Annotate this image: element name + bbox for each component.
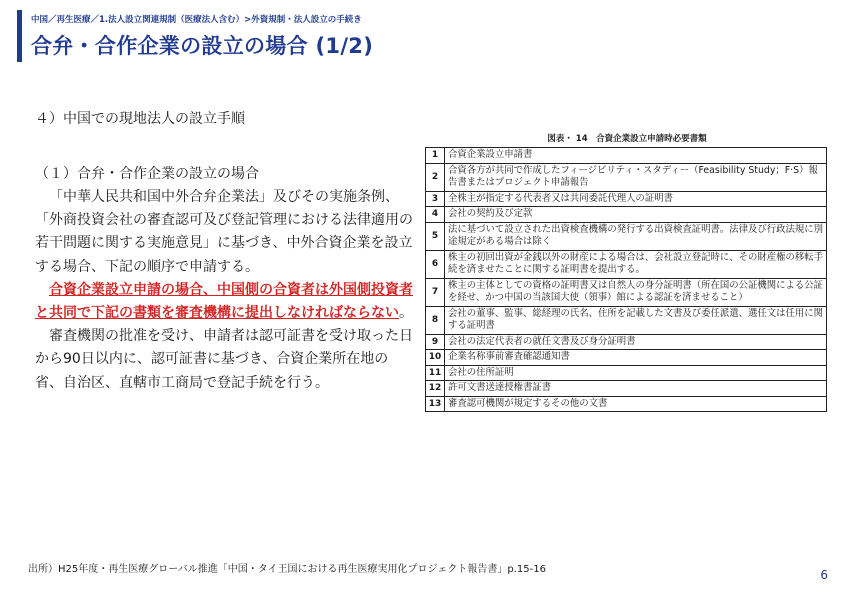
row-number: 7 bbox=[426, 278, 445, 306]
row-number: 2 bbox=[426, 163, 445, 191]
row-document: 会社の契約及び定款 bbox=[445, 207, 827, 223]
row-document: 会社の董事、監事、総経理の氏名、住所を記載した文書及び委任派遣、選任文は任用に関する証明書 bbox=[445, 306, 827, 334]
subsection-heading: （１）合弁・合作企業の設立の場合 bbox=[35, 166, 259, 182]
row-document: 許可文書送達授権書証書 bbox=[445, 381, 827, 397]
row-document: 合資企業設立申請書 bbox=[445, 148, 827, 164]
table-row bbox=[426, 350, 827, 366]
table-row bbox=[426, 381, 827, 397]
accent-bar bbox=[17, 10, 22, 62]
body-text bbox=[35, 108, 415, 395]
paragraph-registration bbox=[35, 325, 415, 395]
emphasis-requirement: 合資企業設立申請の場合、中国側の合資者は外国側投資者と共同で下記の書類を審査機構に提出しなければならない bbox=[35, 281, 413, 322]
paragraph-requirement bbox=[35, 279, 415, 325]
row-number: 8 bbox=[426, 306, 445, 334]
row-document: 合資各方が共同で作成したフィージビリティ・スタディー（Feasibility Study；F·S）報告書またはプロジェクト申請報告 bbox=[445, 163, 827, 191]
table-caption: 図表・ 14 合資企業設立申請時必要書類 bbox=[547, 134, 707, 144]
source-note: 出所）H25年度・再生医療グローバル推進「中国・タイ王国における再生医療実用化プロジェクト報告書」p.15-16 bbox=[28, 564, 546, 575]
row-document: 株主の初回出資が金銭以外の財産による場合は、会社設立登記時に、その財産権の移転手続を済ませたことに関する証明書を提出する。 bbox=[445, 250, 827, 278]
table-row bbox=[426, 222, 827, 250]
table-row bbox=[426, 191, 827, 207]
table-row bbox=[426, 207, 827, 223]
row-number: 1 bbox=[426, 148, 445, 164]
required-documents-table-body bbox=[426, 148, 827, 412]
row-number: 9 bbox=[426, 334, 445, 350]
table-row bbox=[426, 365, 827, 381]
row-document: 会社の法定代表者の就任文書及び身分証明書 bbox=[445, 334, 827, 350]
page-title: 合弁・合作企業の設立の場合 (1/2) bbox=[31, 34, 374, 58]
table-row bbox=[426, 334, 827, 350]
table-row bbox=[426, 148, 827, 164]
row-number: 10 bbox=[426, 350, 445, 366]
paragraph-registration-text: 審査機関の批准を受け、申請者は認可証書を受け取った日から90日以内に、認可証書に基づき、合資企業所在地の省、自治区、直轄市工商局で登記手続を行う。 bbox=[35, 328, 413, 391]
breadcrumb: 中国／再生医療／1.法人設立関連規制（医療法人含む）>外資規制・法人設立の手続き bbox=[31, 15, 362, 25]
table-row bbox=[426, 163, 827, 191]
row-document: 株主の主体としての資格の証明書又は自然人の身分証明書（所在国の公証機関による公証を経せ、かつ中国の当該国大使（領事）館による認証を済ませること） bbox=[445, 278, 827, 306]
row-document: 会社の住所証明 bbox=[445, 365, 827, 381]
row-document: 審査認可機関が規定するその他の文書 bbox=[445, 396, 827, 412]
row-number: 11 bbox=[426, 365, 445, 381]
row-document: 法に基づいて設立された出資検査機構の発行する出資検査証明書。法律及び行政法規に別途規定がある場合は除く bbox=[445, 222, 827, 250]
page-number: 6 bbox=[820, 568, 828, 582]
table-row bbox=[426, 396, 827, 412]
paragraph-legal-basis bbox=[35, 186, 415, 279]
table-row bbox=[426, 278, 827, 306]
row-document: 企業名称事前審査確認通知書 bbox=[445, 350, 827, 366]
row-number: 6 bbox=[426, 250, 445, 278]
section-heading: ４）中国での現地法人の設立手順 bbox=[35, 111, 245, 127]
row-number: 4 bbox=[426, 207, 445, 223]
requirement-period: 。 bbox=[399, 305, 413, 322]
row-number: 3 bbox=[426, 191, 445, 207]
row-document: 全株主が指定する代表者又は共同委託代理人の証明書 bbox=[445, 191, 827, 207]
paragraph-legal-basis-text: 「中華人民共和国中外合弁企業法」及びその実施条例、「外商投資会社の審査認可及び登記管理における法律適用の若干問題に関する実施意見」に基づき、中外合資企業を設立する場合、下記の順序で申請する。 bbox=[35, 189, 413, 275]
table-row bbox=[426, 306, 827, 334]
row-number: 5 bbox=[426, 222, 445, 250]
required-documents-table bbox=[425, 147, 827, 412]
row-number: 13 bbox=[426, 396, 445, 412]
table-row bbox=[426, 250, 827, 278]
row-number: 12 bbox=[426, 381, 445, 397]
